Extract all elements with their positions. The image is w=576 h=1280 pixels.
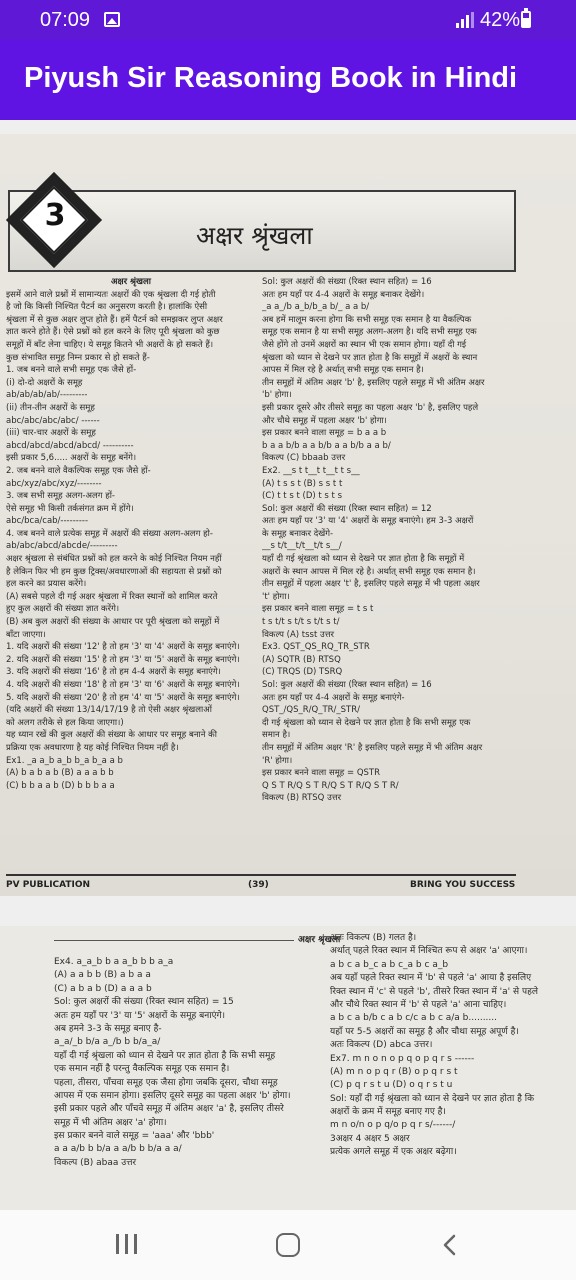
home-icon[interactable] — [276, 1233, 300, 1257]
text-line: Ex4. a_a_b b a a_b b b a_a — [54, 957, 174, 967]
text-line: यहाँ दी गई श्रृंखला को ध्यान से देखने पर ज्ञात होता है कि सभी समूह — [54, 1050, 276, 1061]
status-bar — [0, 0, 576, 40]
text-line: (C) a b a b (D) a a a b — [54, 983, 152, 994]
text-line: 2. जब बनने वाले वैकल्पिक समूह एक जैसे हों- — [6, 465, 151, 476]
left-text-column — [6, 276, 256, 792]
text-line: (ii) तीन-तीन अक्षरों के समूह — [6, 402, 95, 413]
text-line: (C) t t s t (D) t s t s — [262, 491, 343, 502]
text-line: 5. यदि अक्षरों की संख्या '20' है तो हम '4' या '5' अक्षरों के समूह बनाएंगे। — [6, 692, 240, 703]
text-line: (iii) चार-चार अक्षरों के समूह — [6, 428, 96, 439]
app-bar — [0, 40, 576, 120]
text-line: अतः हम यहाँ पर '3' या '5' अक्षरों के समूह बनाएंगे। — [54, 1010, 226, 1021]
text-line: हुए कुल अक्षरों की संख्या ज्ञात करेंगे। — [6, 604, 120, 615]
text-line: 2. यदि अक्षरों की संख्या '15' है तो हम '3' या '5' अक्षरों के समूह बनाएंगे। — [6, 654, 240, 665]
text-line: 'b' होगा। — [262, 390, 292, 401]
text-line: ऐसे समूह भी किसी तर्कसंगत क्रम में होंगे। — [6, 503, 134, 514]
text-line: अतः हम यहाँ पर 4-4 अक्षरों के समूह बनाकर देखेंगे। — [262, 289, 425, 300]
text-line: विकल्प (B) RTSQ उत्तर — [262, 793, 342, 804]
navigation-bar — [0, 1210, 576, 1280]
text-line: (B) अब कुल अक्षरों की संख्या के आधार पर पूरी श्रृंखला को समूहों में — [6, 617, 220, 628]
text-line: a b c a b/b c a b c/c a b c a/a b.......... — [330, 1013, 498, 1024]
left-text-column — [54, 956, 320, 1170]
text-line: श्रृंखला में से कुछ अक्षर लुप्त होते हैं। हमें पैटर्न को समझकर लुप्त अक्षर — [6, 314, 223, 325]
text-line: abc/xyz/abc/xyz/-------- — [6, 478, 102, 489]
text-line: b a a b/b a a b/b a a b/b a a b/ — [262, 440, 391, 451]
text-line: के समूह बनाकर देखेंगे- — [262, 528, 334, 539]
text-line: श्रृंखला को ध्यान से देखने पर ज्ञात होता है कि समूहों में अक्षरों के स्थान — [262, 352, 478, 363]
text-line: m n o/n o p q/o p q r s/------/ — [330, 1120, 456, 1131]
text-line: Ex7. m n o n o p q o p q r s ------ — [330, 1053, 475, 1064]
text-line: (A) सबसे पहले दी गई अक्षर श्रृंखला में रिक्त स्थानों को शामिल करते — [6, 591, 218, 602]
text-line: अतः हम यहाँ पर 4-4 अक्षरों के समूह बनाएंगे- — [262, 692, 405, 703]
text-line: abc/abc/abc/abc/ ------ — [6, 415, 100, 426]
text-line: है लेकिन फिर भी हम कुछ ट्रिक्स/अवधारणाओं की सहायता से प्रश्नों को — [6, 566, 222, 577]
text-line: (A) a a b b (B) a b a a — [54, 970, 151, 981]
text-line: बाँटा जाएगा। — [6, 629, 46, 640]
footer-publisher: PV PUBLICATION — [6, 880, 91, 890]
text-line: __s t/t__t/t__t/t s__/ — [262, 541, 342, 552]
document-page — [0, 926, 576, 1210]
page-footer-rule — [6, 874, 516, 876]
text-line: अब हमने 3-3 के समूह बनाए है- — [54, 1023, 162, 1034]
text-line: Sol: कुल अक्षरों की संख्या (रिक्त स्थान सहित) = 16 — [262, 680, 432, 690]
text-line: इसी प्रकार 5,6..... अक्षरों के समूह बनेंगे। — [6, 453, 137, 464]
text-line: कुछ संभावित समूह निम्न प्रकार से हो सकते हैं- — [6, 352, 150, 363]
right-text-column — [262, 276, 524, 805]
text-line: तीन समूहों में अंतिम अक्षर 'R' है इसलिए पहले समूह में भी अंतिम अक्षर — [262, 742, 483, 753]
text-line: (C) TRQS (D) TSRQ — [262, 667, 343, 678]
right-text-column — [330, 932, 570, 1160]
text-line: अक्षर श्रृंखला — [111, 277, 151, 287]
text-line: रिक्त स्थान में 'c' से पहले 'b', तीसरे रिक्त स्थान में 'a' से पहले — [330, 986, 538, 997]
text-line: पहला, तीसरा, पाँचवा समूह एक जैसा होगा जबकि दूसरा, चौथा समूह — [54, 1077, 278, 1088]
text-line: QST_/QS_R/Q_TR/_STR/ — [262, 705, 361, 716]
text-line: आपस में एक समान होगा। इसलिए दूसरे समूह का पहला अक्षर 'b' होगा। — [54, 1090, 291, 1101]
text-line: को अलग तरीके से हल किया जाएगा।) — [6, 717, 124, 728]
text-line: अक्षरों के क्रम में समूह बनाए गए है। — [330, 1107, 446, 1118]
text-line: इसी प्रकार दूसरे और तीसरे समूह का पहला अक्षर 'b' है, इसलिए पहले — [262, 402, 479, 413]
text-line: हल करने का प्रयास करेंगे। — [6, 579, 87, 590]
text-line: जैसे होंगे तो उनमें अक्षरों का स्थान भी एक समान होगा। यहाँ दी गई — [262, 339, 467, 350]
page-number: (39) — [248, 880, 269, 890]
running-header: अक्षर श्रृंखला — [298, 935, 341, 945]
text-line: समान है। — [262, 730, 291, 741]
text-line: a a a/b b b/a a a/b b b/a a a/ — [54, 1144, 182, 1155]
text-line: (C) p q r s t u (D) o q r s t u — [330, 1080, 453, 1091]
text-line: Q S T R/Q S T R/Q S T R/Q S T R/ — [262, 780, 399, 791]
text-line: (i) दो-दो अक्षरों के समूह — [6, 377, 83, 388]
chapter-title: अक्षर श्रृंखला — [196, 221, 313, 250]
text-line: समूहों में बाँट लेना चाहिए। ये समूह कितने भी अक्षरों के हो सकते हैं। — [6, 339, 214, 350]
text-line: 4. जब बनने वाले प्रत्येक समूह में अक्षरों की संख्या अलग-अलग हो- — [6, 528, 213, 539]
text-line: अक्षर श्रृंखला से संबंधित प्रश्नों को हल करने के कोई निश्चित नियम नहीं — [6, 554, 222, 565]
text-line: (A) SQTR (B) RTSQ — [262, 654, 341, 665]
text-line: 4. यदि अक्षरों की संख्या '18' है तो हम '3' या '6' अक्षरों के समूह बनाएंगे। — [6, 680, 240, 690]
text-line: ज्ञात करने होते हैं। ऐसे प्रश्नों को हल करने के लिए पूरी श्रृंखला को कुछ — [6, 327, 220, 338]
text-line: इसमें आने वाले प्रश्नों में सामान्यतः अक्षरों की एक श्रृंखला दी गई होती — [6, 289, 216, 300]
text-line: (A) m n o p q r (B) o p q r s t — [330, 1066, 458, 1077]
text-line: ab/ab/ab/ab/--------- — [6, 390, 88, 401]
text-line: विकल्प (B) abaa उत्तर — [54, 1157, 137, 1168]
text-line: इसी प्रकार पहले और पाँचवे समूह में अंतिम अक्षर 'a' है, इसलिए तीसरे — [54, 1104, 284, 1115]
text-line: (यदि अक्षरों की संख्या 13/14/17/19 है तो ऐसी अक्षर श्रृंखलाओं — [6, 705, 212, 716]
text-line: 3अक्षर 4 अक्षर 5 अक्षर — [330, 1133, 410, 1144]
document-page — [0, 134, 576, 896]
footer-tagline: BRING YOU SUCCESS — [410, 880, 516, 890]
text-line: t s t/t s t/t s t/t s t/ — [262, 617, 340, 628]
text-line: समूह में भी अंतिम अक्षर 'a' होगा। — [54, 1117, 167, 1128]
text-line: इस प्रकार बनने वाला समूह = t s t — [262, 604, 374, 615]
text-line: अब हमें मालूम करना होगा कि सभी समूह एक समान है या वैकल्पिक — [262, 314, 472, 325]
text-line: यहाँ पर 5-5 अक्षरों का समूह है और चौथा समूह अपूर्ण है। — [330, 1026, 519, 1037]
text-line: है जो कि किसी निश्चित पैटर्न का अनुसरण करती है। हालांकि ऐसी — [6, 302, 208, 313]
text-line: 3. जब सभी समूह अलग-अलग हों- — [6, 491, 115, 502]
signal-icon — [456, 12, 474, 28]
text-line: _a a_/b a_b/b_a b/_ a a b/ — [262, 302, 370, 313]
text-line: 1. यदि अक्षरों की संख्या '12' है तो हम '3' या '4' अक्षरों के समूह बनाएंगे। — [6, 642, 240, 653]
text-line: Ex1. _a a_b a_b b_a b_a a b — [6, 755, 123, 766]
text-line: विकल्प (A) tsst उत्तर — [262, 629, 335, 640]
text-line: ab/abc/abcd/abcde/--------- — [6, 541, 118, 552]
text-line: एक समान नहीं है परन्तु वैकल्पिक समूह एक समान है। — [54, 1064, 230, 1075]
text-line: दी गई श्रृंखला को ध्यान से देखने पर ज्ञात होता है कि सभी समूह एक — [262, 717, 471, 728]
text-line: (A) t s s t (B) s s t t — [262, 478, 343, 489]
text-line: Ex2. __s t t__t t__t t s__ — [262, 465, 360, 476]
text-line: अक्षरों के स्थान आपस में मिल रहे है। अर्थात् सभी समूह एक समान है। — [262, 566, 476, 577]
chapter-number: 3 — [44, 198, 66, 233]
app-title: Piyush Sir Reasoning Book in Hindi — [24, 62, 518, 94]
text-line: 'R' होगा। — [262, 755, 293, 766]
text-line: 1. जब बनने वाले सभी समूह एक जैसे हों- — [6, 365, 137, 376]
text-line: (C) b b a a b (D) b b b a a — [6, 780, 115, 791]
text-line: abc/bca/cab/--------- — [6, 516, 89, 527]
status-time: 07:09 — [40, 9, 91, 31]
text-line: समूह एक समान है या सभी समूह अलग-अलग है। यदि सभी समूह एक — [262, 327, 477, 338]
text-line: और चौथे समूह में पहला अक्षर 'b' होगा। — [262, 415, 387, 426]
text-line: Ex3. QST_QS_RQ_TR_STR — [262, 642, 370, 653]
text-line: Sol: यहाँ दी गई श्रृंखला को ध्यान से देखने पर ज्ञात होता है कि — [330, 1093, 535, 1104]
document-viewer[interactable] — [0, 120, 576, 1210]
text-line: इस प्रकार बनने वाले समूह = 'aaa' और 'bbb' — [54, 1131, 215, 1142]
text-line: तीन समूहों में अंतिम अक्षर 'b' है, इसलिए पहले समूह में भी अंतिम अक्षर — [262, 377, 485, 388]
text-line: a_a/_b b/a a_/b b b/a_a/ — [54, 1037, 161, 1048]
text-line: प्रत्येक अगले समूह में एक अक्षर बढ़ेगा। — [330, 1147, 457, 1158]
text-line: अतः विकल्प (D) abca उत्तर। — [330, 1040, 433, 1051]
text-line: और चौथे रिक्त स्थान में 'b' से पहले 'a' आना चाहिए। — [330, 999, 507, 1010]
text-line: विकल्प (C) bbaab उत्तर — [262, 453, 346, 464]
text-line: यहाँ दी गई श्रृंखला को ध्यान से देखने पर ज्ञात होता है कि समूहों में — [262, 554, 465, 565]
text-line: अर्थात् पहले रिक्त स्थान में निश्चित रूप से अक्षर 'a' आएगा। — [330, 946, 528, 957]
text-line: अतः हम यहाँ पर '3' या '4' अक्षरों के समूह बनाएंगे। हम 3-3 अक्षरों — [262, 516, 474, 527]
text-line: तीन समूहों में पहला अक्षर 't' है, इसलिए पहले समूह में भी पहला अक्षर — [262, 579, 480, 590]
text-line: Sol: कुल अक्षरों की संख्या (रिक्त स्थान सहित) = 16 — [262, 277, 432, 287]
text-line: Sol: कुल अक्षरों की संख्या (रिक्त स्थान सहित) = 15 — [54, 997, 234, 1008]
text-line: (A) b a b a b (B) a a a b b — [6, 768, 114, 779]
text-line: अतः विकल्प (B) गलत है। — [330, 933, 417, 943]
battery-icon — [521, 11, 531, 28]
text-line: यह ध्यान रखें की कुल अक्षरों की संख्या के आधार पर समूह बनाने की — [6, 730, 217, 741]
text-line: आपस में मिल रहे है अर्थात् सभी समूह एक समान है। — [262, 365, 424, 376]
header-rule — [54, 940, 294, 941]
text-line: Sol: कुल अक्षरों की संख्या (रिक्त स्थान सहित) = 12 — [262, 503, 432, 514]
battery-percentage: 42% — [480, 9, 521, 31]
recents-icon[interactable] — [116, 1234, 138, 1254]
text-line: प्रक्रिया एक अवधारणा है यह कोई निश्चित नियम नहीं है। — [6, 742, 179, 753]
text-line: a b c a b_c a b c_a b c a_b — [330, 959, 449, 970]
text-line: इस प्रकार बनने वाला समूह = QSTR — [262, 768, 381, 779]
back-icon[interactable] — [440, 1234, 460, 1256]
text-line: इस प्रकार बनने वाला समूह = b a a b — [262, 428, 387, 439]
text-line: abcd/abcd/abcd/abcd/ ---------- — [6, 440, 134, 451]
gallery-icon — [104, 12, 120, 27]
text-line: 3. यदि अक्षरों की संख्या '16' है तो हम 4-4 अक्षरों के समूह बनाएंगे। — [6, 667, 221, 678]
text-line: अब यहाँ पहले रिक्त स्थान में 'b' से पहले 'a' आया है इसलिए — [330, 973, 532, 984]
text-line: 't' होगा। — [262, 591, 290, 602]
